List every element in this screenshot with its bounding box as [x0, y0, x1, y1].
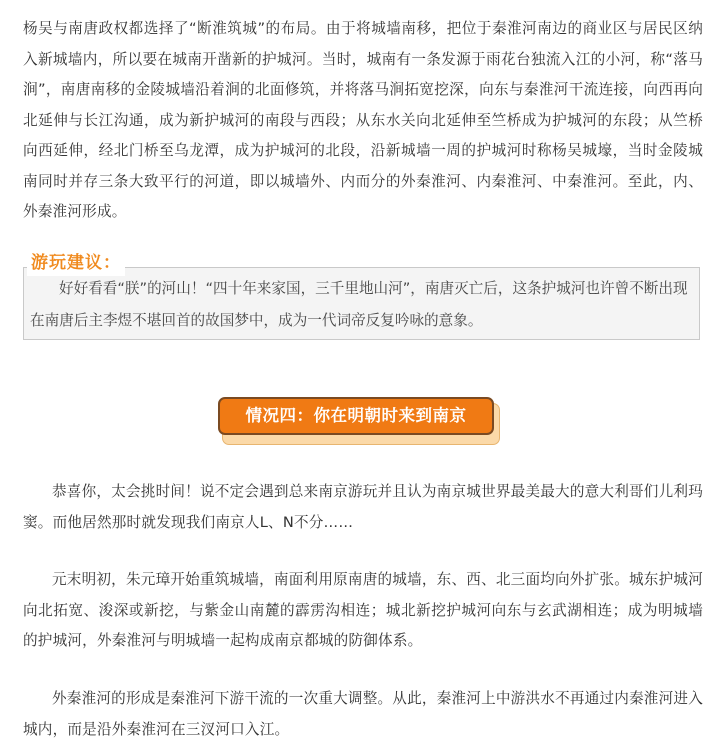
section-banner — [218, 397, 501, 447]
banner-title: 情况四：你在明朝时来到南京 — [218, 397, 494, 435]
paragraph-ming-walls: 元末明初，朱元璋开始重筑城墙，南面利用原南唐的城墙，东、西、北三面均向外扩张。城东护城河向北拓宽、浚深或新挖，与紫金山南麓的霹雳沟相连；城北新挖护城河向东与玄武湖相连；成为明城墙的护城河，外秦淮河与明城墙一起构成南京都城的防御体系。 — [23, 571, 703, 649]
intro-paragraph: 杨吴与南唐政权都选择了“断淮筑城”的布局。由于将城墙南移，把位于秦淮河南边的商业区与居民区纳入新城墙内，所以要在城南开凿新的护城河。当时，城南有一条发源于雨花台独流入江的小河，称“落马涧”，南唐南移的金陵城墙沿着涧的北面修筑，并将落马涧拓宽挖深，向东与秦淮河干流连接，向西再向北延伸与长江沟通，成为新护城河的南段与西段；从东水关向北延伸至竺桥成为护城河的东段；从竺桥向西延伸，经北门桥至乌龙潭，成为护城河的北段，沿新城墙一周的护城河时称杨吴城壕，当时金陵城南同时并存三条大致平行的河道，即以城墙外、内而分的外秦淮河、内秦淮河、中秦淮河。至此，内、外秦淮河形成。 — [23, 20, 703, 220]
tip-text: 好好看看“朕”的河山！“四十年来家国，三千里地山河”，南唐灭亡后，这条护城河也许曾不断出现在南唐后主李煜不堪回首的故国梦中，成为一代词帝反复吟咏的意象。 — [30, 280, 688, 329]
paragraph-lucky-timing: 恭喜你，太会挑时间！说不定会遇到总来南京游玩并且认为南京城世界最美最大的意大利哥们儿利玛窦。而他居然那时就发现我们南京人L、N不分…… — [23, 483, 703, 531]
tip-title: 游玩建议： — [27, 250, 125, 276]
paragraph-outer-qinhuai: 外秦淮河的形成是秦淮河下游干流的一次重大调整。从此，秦淮河上中游洪水不再通过内秦淮河进入城内，而是沿外秦淮河在三汊河口入江。 — [23, 690, 703, 738]
